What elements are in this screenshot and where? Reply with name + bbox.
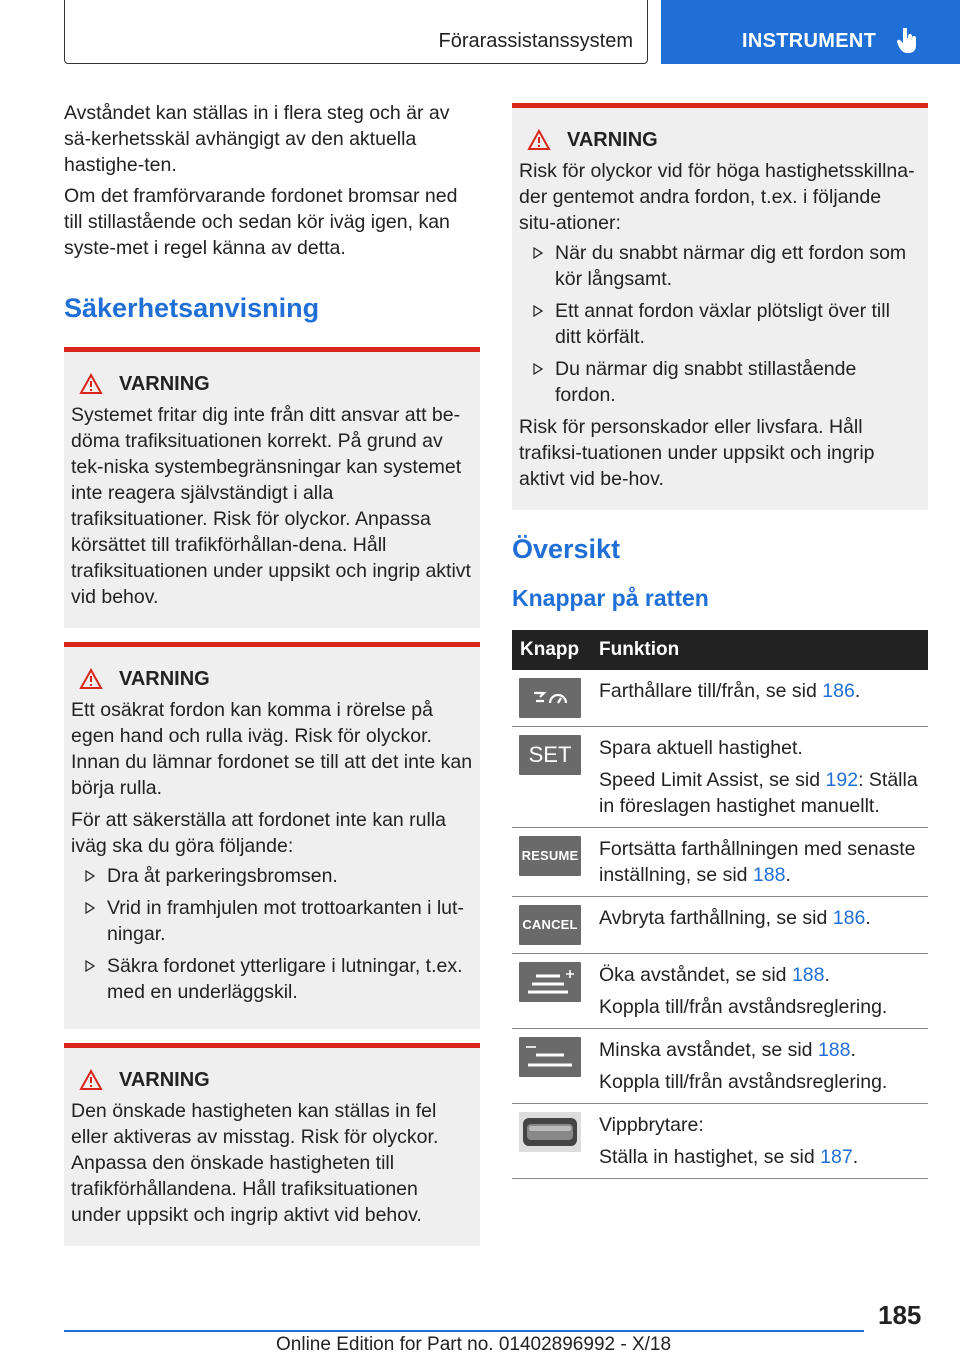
right-column (512, 100, 928, 1179)
list-item: Du närmar dig snabbt stillastående fordon. (519, 356, 921, 408)
left-column (64, 100, 480, 1246)
warning-box-2 (64, 642, 480, 1029)
buttons-table (512, 630, 928, 1179)
triangle-bullet-icon (85, 902, 95, 914)
page-link[interactable]: 187 (820, 1146, 853, 1168)
warning-box-3 (64, 1043, 480, 1246)
set-button-icon: SET (519, 735, 581, 775)
page-number: 185 (878, 1300, 922, 1330)
warning-text: Den önskade hastigheten kan ställas in fel eller aktiveras av misstag. Risk för olyckor. Anpassa den önskade hastigheten till trafikförhållandena. Håll trafiksituationen under uppsikt och ingrip aktivt vid behov. (71, 1100, 439, 1226)
table-row: CANCEL Avbryta farthållning, se sid 186. (512, 897, 928, 954)
warning-title: VARNING (119, 667, 210, 690)
warning-title: VARNING (567, 128, 658, 151)
warning-triangle-icon (527, 129, 551, 151)
column-header-function: Funktion (595, 630, 928, 670)
list-item: Vrid in framhjulen mot trottoarkanten i lut-ningar. (71, 895, 473, 947)
header-section-title: Förarassistanssystem (438, 30, 633, 52)
triangle-bullet-icon (85, 870, 95, 882)
warning-triangle-icon (79, 668, 103, 690)
warning-box-1 (64, 347, 480, 628)
warning-text: Systemet fritar dig inte från ditt ansvar att be-döma trafiksituationen korrekt. På grund av tek-niska systembegränsningar kan systemet inte reagera självständigt i alla trafiksituationer. Risk för olyckor. Anpassa körsättet till trafikförhållan-dena. Håll trafiksituationen under uppsikt och ingrip aktivt vid behov. (71, 404, 471, 608)
warning-text: Ett osäkrat fordon kan komma i rörelse på egen hand och rulla iväg. Risk för olyckor. Innan du lämnar fordonet se till att det inte kan börja rulla. (71, 699, 473, 799)
header-chapter-title: INSTRUMENT (742, 30, 877, 52)
page-link[interactable]: 188 (752, 864, 786, 886)
safety-heading: Säkerhetsanvisning (64, 293, 320, 323)
triangle-bullet-icon (533, 247, 543, 259)
hand-pointer-icon (897, 28, 919, 54)
list-item: Säkra fordonet ytterligare i lutningar, t.ex. med en underläggskil. (71, 953, 473, 1005)
intro-paragraph-2: Om det framförvarande fordonet bromsar ned till stillastående och sedan kör iväg igen, kan syste-met i regel känna av detta. (64, 185, 458, 259)
warning-title: VARNING (119, 372, 210, 395)
cancel-button-icon: CANCEL (519, 905, 581, 945)
table-row: SET Spara aktuell hastighet. Speed Limit Assist, se sid 192: Ställa in föreslagen hastighet manuellt. (512, 727, 928, 828)
warning-text: Risk för olyckor vid för höga hastighetsskillna-der gentemot andra fordon, t.ex. i följande situ-ationer: (519, 160, 915, 234)
table-row: Vippbrytare: Ställa in hastighet, se sid 187. (512, 1104, 928, 1179)
overview-heading: Översikt (512, 534, 621, 564)
warning-title: VARNING (119, 1068, 210, 1091)
warning-list (519, 240, 921, 408)
distance-increase-button-icon (519, 962, 581, 1002)
steering-buttons-subheading: Knappar på ratten (512, 585, 709, 611)
table-row: Öka avståndet, se sid 188. Koppla till/från avståndsreglering. (512, 954, 928, 1029)
resume-button-icon: RESUME (519, 836, 581, 876)
distance-decrease-button-icon (519, 1037, 581, 1077)
warning-text: Risk för personskador eller livsfara. Håll trafiksi-tuationen under uppsikt och ingrip aktivt vid be-hov. (519, 416, 875, 490)
page-link[interactable]: 188 (791, 964, 825, 986)
cruise-control-button-icon (519, 678, 581, 718)
table-row: RESUME Fortsätta farthållningen med senaste inställning, se sid 188. (512, 828, 928, 897)
triangle-bullet-icon (85, 960, 95, 972)
warning-box-4 (512, 103, 928, 510)
rocker-switch-icon (519, 1112, 581, 1152)
intro-paragraph-1: Avståndet kan ställas in i flera steg och är av sä-kerhetsskäl avhängigt av den aktuella hastighe-ten. (64, 102, 450, 176)
table-row: Farthållare till/från, se sid 186. (512, 670, 928, 727)
warning-triangle-icon (79, 373, 103, 395)
triangle-bullet-icon (533, 363, 543, 375)
page-link[interactable]: 186 (832, 907, 866, 929)
warning-triangle-icon (79, 1069, 103, 1091)
page-link[interactable]: 192 (825, 769, 859, 791)
footer-divider (64, 1330, 864, 1332)
page-link[interactable]: 188 (817, 1039, 851, 1061)
list-item: När du snabbt närmar dig ett fordon som kör långsamt. (519, 240, 921, 292)
page-link[interactable]: 186 (822, 680, 855, 702)
warning-text: För att säkerställa att fordonet inte kan rulla iväg ska du göra följande: (71, 809, 447, 857)
warning-list (71, 863, 473, 1005)
header-chapter-tab[interactable] (661, 0, 960, 64)
triangle-bullet-icon (533, 305, 543, 317)
list-item: Ett annat fordon växlar plötsligt över till ditt körfält. (519, 298, 921, 350)
table-row: Minska avståndet, se sid 188. Koppla till/från avståndsreglering. (512, 1029, 928, 1104)
header-section-box (64, 0, 648, 64)
footer-edition: Online Edition for Part no. 01402896992 - X/18 (276, 1334, 672, 1355)
list-item: Dra åt parkeringsbromsen. (71, 863, 473, 889)
column-header-button: Knapp (512, 630, 595, 670)
